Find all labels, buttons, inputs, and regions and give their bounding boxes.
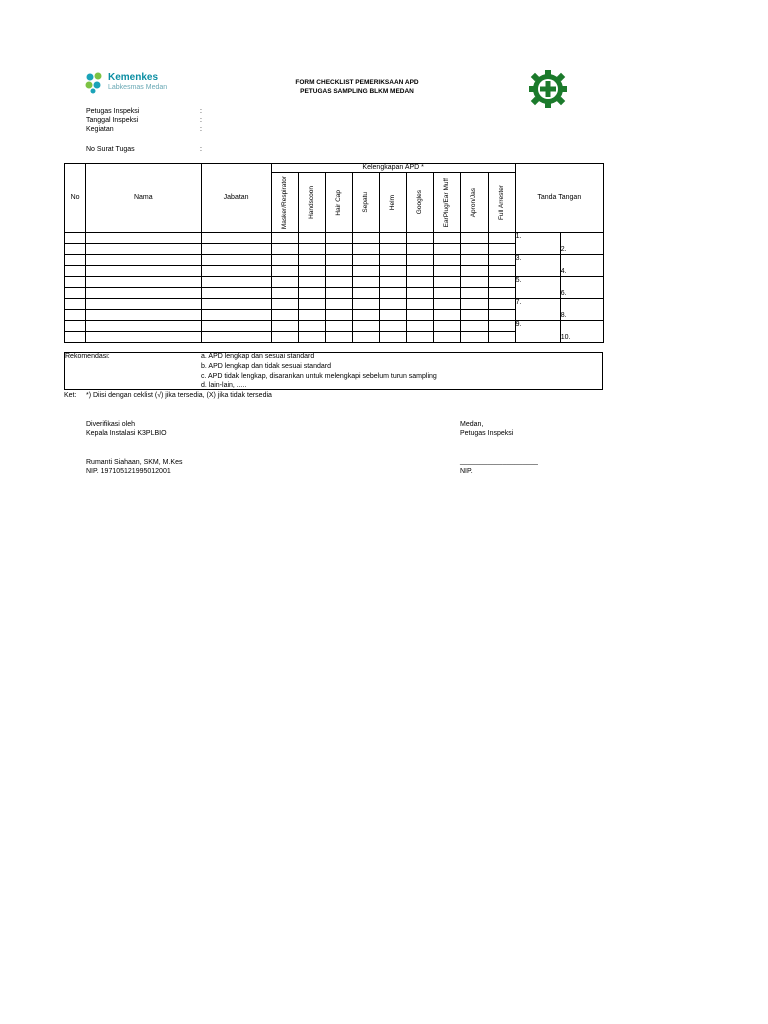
cell-nama[interactable] — [86, 332, 201, 343]
cell-jabatan[interactable] — [201, 233, 271, 244]
cell-apd[interactable] — [353, 244, 380, 255]
signature-number: 5. — [515, 277, 522, 284]
gear-cross-icon — [523, 69, 573, 109]
cell-jabatan[interactable] — [201, 299, 271, 310]
cell-nama[interactable] — [86, 233, 201, 244]
cell-apd[interactable] — [488, 332, 515, 343]
cell-no[interactable] — [65, 266, 86, 277]
signature-cell-1[interactable] — [515, 233, 560, 255]
signature-number: 4. — [560, 268, 567, 275]
cell-apd[interactable] — [380, 321, 407, 332]
field-petugas-sep: : — [200, 108, 202, 115]
header-nama: Nama — [86, 164, 201, 233]
apd-header-masker: Masker/Respirator — [280, 175, 288, 230]
cell-apd[interactable] — [461, 321, 488, 332]
signature-number: 8. — [560, 312, 567, 319]
rekomendasi-label: Rekomendasi: — [65, 353, 110, 360]
cell-apd[interactable] — [380, 288, 407, 299]
apd-header-apron: Apron/Jas — [470, 187, 478, 218]
inspector-position: Petugas Inspeksi — [460, 430, 514, 437]
cell-apd[interactable] — [488, 244, 515, 255]
header-tanda-tangan: Tanda Tangan — [515, 164, 603, 233]
cell-apd[interactable] — [434, 244, 461, 255]
logo-name: Kemenkes — [108, 72, 159, 83]
kemenkes-logo — [84, 71, 184, 95]
cell-jabatan[interactable] — [201, 255, 271, 266]
signature-number: 3. — [515, 255, 522, 262]
cell-nama[interactable] — [86, 255, 201, 266]
field-kegiatan-label: Kegiatan — [86, 126, 114, 133]
rekomendasi-option-b: b. APD lengkap dan tidak sesuai standard — [201, 363, 331, 370]
signature-cell-4[interactable] — [560, 266, 603, 277]
cell-apd[interactable] — [407, 332, 434, 343]
form-title: FORM CHECKLIST PEMERIKSAAN APD — [295, 79, 419, 86]
table-row — [65, 321, 604, 332]
field-tanggal-sep: : — [200, 117, 202, 124]
apd-header-helm: Helm — [389, 194, 397, 211]
signature-number: 9. — [515, 321, 522, 328]
apd-checklist-table — [64, 163, 604, 343]
cell-apd[interactable] — [325, 266, 352, 277]
cell-nama[interactable] — [86, 310, 201, 321]
inspector-nip: NIP. — [460, 468, 473, 475]
signature-cell-2[interactable] — [560, 244, 603, 255]
cell-apd[interactable] — [461, 244, 488, 255]
verifier-nip: NIP. 197105121995012001 — [86, 468, 171, 475]
cell-apd[interactable] — [298, 233, 325, 244]
cell-apd[interactable] — [461, 266, 488, 277]
cell-jabatan[interactable] — [201, 332, 271, 343]
cell-apd[interactable] — [434, 266, 461, 277]
cell-apd[interactable] — [353, 321, 380, 332]
cell-apd[interactable] — [380, 332, 407, 343]
ket-label: Ket: — [64, 392, 77, 399]
cell-apd[interactable] — [271, 266, 298, 277]
cell-apd[interactable] — [461, 255, 488, 266]
signature-cell-10[interactable] — [560, 332, 603, 343]
kemenkes-flower-icon — [84, 71, 106, 95]
cell-apd[interactable] — [271, 332, 298, 343]
signature-number: 10. — [560, 334, 571, 341]
apd-header-sepatu: Sepatu — [362, 192, 370, 213]
cell-apd[interactable] — [271, 299, 298, 310]
cell-jabatan[interactable] — [201, 310, 271, 321]
cell-apd[interactable] — [353, 332, 380, 343]
cell-apd[interactable] — [298, 244, 325, 255]
cell-apd[interactable] — [434, 310, 461, 321]
inspector-signature-line: ____________________ — [460, 458, 538, 465]
signature-number: 2. — [560, 246, 567, 253]
apd-header-haircap: Hair Cap — [334, 189, 342, 216]
field-surat-sep: : — [200, 146, 202, 153]
header-kelengkapan-apd: Kelengkapan APD * — [271, 164, 515, 173]
cell-apd[interactable] — [407, 310, 434, 321]
table-row — [65, 277, 604, 288]
cell-apd[interactable] — [488, 288, 515, 299]
cell-apd[interactable] — [353, 299, 380, 310]
table-row — [65, 233, 604, 244]
cell-apd[interactable] — [407, 244, 434, 255]
cell-apd[interactable] — [488, 255, 515, 266]
cell-no[interactable] — [65, 244, 86, 255]
cell-apd[interactable] — [461, 288, 488, 299]
cell-apd[interactable] — [353, 277, 380, 288]
cell-apd[interactable] — [380, 244, 407, 255]
cell-apd[interactable] — [325, 332, 352, 343]
cell-apd[interactable] — [488, 233, 515, 244]
cell-no[interactable] — [65, 233, 86, 244]
header-jabatan: Jabatan — [201, 164, 271, 233]
cell-apd[interactable] — [407, 321, 434, 332]
cell-apd[interactable] — [271, 255, 298, 266]
verifier-heading: Diverifikasi oleh — [86, 421, 136, 428]
cell-no[interactable] — [65, 277, 86, 288]
cell-apd[interactable] — [325, 310, 352, 321]
cell-apd[interactable] — [461, 277, 488, 288]
cell-apd[interactable] — [298, 310, 325, 321]
cell-apd[interactable] — [271, 233, 298, 244]
cell-apd[interactable] — [488, 277, 515, 288]
cell-apd[interactable] — [407, 277, 434, 288]
cell-apd[interactable] — [461, 233, 488, 244]
cell-apd[interactable] — [488, 310, 515, 321]
signature-cell-5[interactable] — [515, 277, 560, 299]
cell-apd[interactable] — [325, 277, 352, 288]
table-row — [65, 299, 604, 310]
cell-apd[interactable] — [380, 277, 407, 288]
cell-apd[interactable] — [407, 288, 434, 299]
cell-apd[interactable] — [271, 244, 298, 255]
logo-subtitle: Labkesmas Medan — [108, 84, 168, 91]
table-row — [65, 255, 604, 266]
cell-apd[interactable] — [488, 266, 515, 277]
cell-apd[interactable] — [271, 310, 298, 321]
verifier-position: Kepala Instalasi K3PLBIO — [86, 430, 167, 437]
cell-jabatan[interactable] — [201, 266, 271, 277]
cell-apd[interactable] — [325, 299, 352, 310]
cell-apd[interactable] — [407, 266, 434, 277]
cell-apd[interactable] — [298, 277, 325, 288]
cell-nama[interactable] — [86, 299, 201, 310]
cell-apd[interactable] — [461, 332, 488, 343]
header-no: No — [65, 164, 86, 233]
cell-no[interactable] — [65, 332, 86, 343]
cell-apd[interactable] — [380, 233, 407, 244]
apd-header-handscoon: Handscoon — [307, 186, 315, 219]
cell-apd[interactable] — [434, 299, 461, 310]
cell-apd[interactable] — [271, 277, 298, 288]
cell-apd[interactable] — [298, 255, 325, 266]
form-subtitle: PETUGAS SAMPLING BLKM MEDAN — [300, 88, 414, 95]
cell-apd[interactable] — [407, 255, 434, 266]
k3-emblem — [523, 69, 573, 109]
field-kegiatan-sep: : — [200, 126, 202, 133]
cell-apd[interactable] — [434, 233, 461, 244]
inspector-location: Medan, — [460, 421, 484, 428]
signature-cell-8[interactable] — [560, 310, 603, 321]
signature-cell-3[interactable] — [515, 255, 560, 277]
cell-nama[interactable] — [86, 244, 201, 255]
cell-apd[interactable] — [325, 321, 352, 332]
cell-apd[interactable] — [488, 299, 515, 310]
apd-header-googles: Googles — [416, 190, 424, 215]
cell-apd[interactable] — [325, 288, 352, 299]
cell-apd[interactable] — [353, 266, 380, 277]
cell-apd[interactable] — [434, 288, 461, 299]
cell-apd[interactable] — [407, 233, 434, 244]
cell-no[interactable] — [65, 288, 86, 299]
ket-text: *) Diisi dengan ceklist (√) jika tersedia, (X) jika tidak tersedia — [86, 392, 272, 399]
signature-number: 6. — [560, 290, 567, 297]
rekomendasi-option-c: c. APD tidak lengkap, disarankan untuk melengkapi sebelum turun sampling — [201, 373, 437, 380]
cell-apd[interactable] — [434, 321, 461, 332]
cell-apd[interactable] — [353, 233, 380, 244]
cell-apd[interactable] — [380, 310, 407, 321]
field-tanggal-label: Tanggal Inspeksi — [86, 117, 139, 124]
cell-apd[interactable] — [461, 310, 488, 321]
cell-apd[interactable] — [434, 255, 461, 266]
signature-number: 7. — [515, 299, 522, 306]
signature-cell-6[interactable] — [560, 288, 603, 299]
cell-apd[interactable] — [434, 277, 461, 288]
rekomendasi-box — [64, 352, 603, 390]
apd-header-fullarrester: Full Arrester — [497, 184, 505, 221]
cell-apd[interactable] — [353, 255, 380, 266]
cell-no[interactable] — [65, 321, 86, 332]
cell-no[interactable] — [65, 299, 86, 310]
signature-cell-9[interactable] — [515, 321, 560, 343]
cell-apd[interactable] — [353, 310, 380, 321]
cell-apd[interactable] — [353, 288, 380, 299]
cell-jabatan[interactable] — [201, 277, 271, 288]
cell-jabatan[interactable] — [201, 288, 271, 299]
cell-apd[interactable] — [325, 244, 352, 255]
apd-header-earplug: EarPlug/Ear Muff — [443, 177, 451, 228]
rekomendasi-option-d: d. lain-lain, ..... — [201, 382, 247, 389]
cell-apd[interactable] — [298, 332, 325, 343]
cell-apd[interactable] — [325, 233, 352, 244]
field-petugas-label: Petugas Inspeksi — [86, 108, 140, 115]
cell-apd[interactable] — [298, 299, 325, 310]
cell-apd[interactable] — [434, 332, 461, 343]
cell-apd[interactable] — [298, 321, 325, 332]
field-surat-label: No Surat Tugas — [86, 146, 135, 153]
cell-nama[interactable] — [86, 277, 201, 288]
cell-apd[interactable] — [325, 255, 352, 266]
signature-cell-7[interactable] — [515, 299, 560, 321]
cell-apd[interactable] — [380, 266, 407, 277]
cell-apd[interactable] — [407, 299, 434, 310]
cell-apd[interactable] — [380, 299, 407, 310]
cell-no[interactable] — [65, 310, 86, 321]
cell-apd[interactable] — [461, 299, 488, 310]
signature-number: 1. — [515, 233, 522, 240]
cell-apd[interactable] — [298, 266, 325, 277]
cell-jabatan[interactable] — [201, 321, 271, 332]
cell-nama[interactable] — [86, 266, 201, 277]
cell-apd[interactable] — [271, 321, 298, 332]
verifier-name: Rumanti Siahaan, SKM, M.Kes — [86, 459, 183, 466]
rekomendasi-option-a: a. APD lengkap dan sesuai standard — [201, 353, 315, 360]
cell-nama[interactable] — [86, 321, 201, 332]
cell-apd[interactable] — [298, 288, 325, 299]
cell-jabatan[interactable] — [201, 244, 271, 255]
cell-apd[interactable] — [271, 288, 298, 299]
cell-apd[interactable] — [380, 255, 407, 266]
cell-no[interactable] — [65, 255, 86, 266]
cell-nama[interactable] — [86, 288, 201, 299]
cell-apd[interactable] — [488, 321, 515, 332]
